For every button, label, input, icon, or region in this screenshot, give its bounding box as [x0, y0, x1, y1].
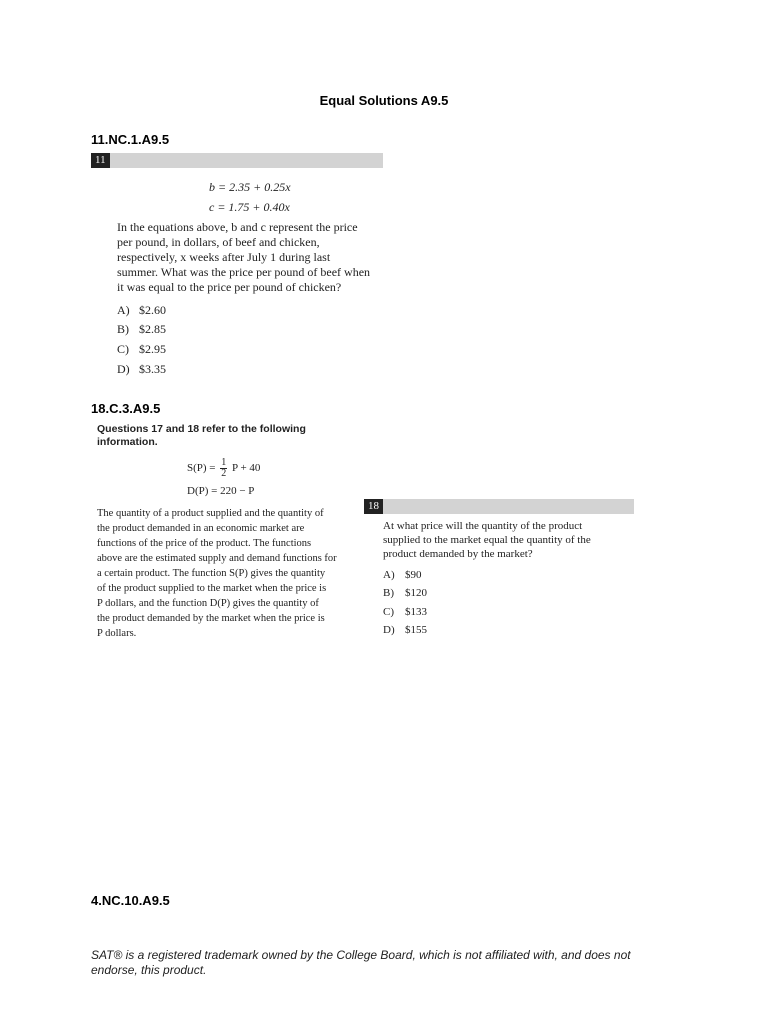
text-line: At what price will the quantity of the product — [383, 520, 583, 532]
text-line: the product demanded by the market when the price is — [97, 613, 325, 624]
section-label-2: 18.C.3.A9.5 — [91, 401, 161, 416]
question-text — [383, 519, 633, 561]
demand-function: D(P) = 220 − P — [187, 485, 255, 497]
choice-c: C) $133 — [383, 606, 427, 618]
choice-c: C) $2.95 — [117, 342, 166, 356]
text-line: a certain product. The function S(P) gives the quantity — [97, 568, 326, 579]
info-heading: Questions 17 and 18 refer to the following information. — [97, 423, 306, 448]
trademark-footer: SAT® is a registered trademark owned by the College Board, which is not affiliated with, and does not endorse, this product. — [91, 948, 631, 977]
supply-function: S(P) = $\frac{1}{2}$ P + 40 — [187, 457, 261, 479]
choice-b: B) $2.85 — [117, 322, 166, 336]
text-line: per pound, in dollars, of beef and chicken, — [117, 235, 320, 249]
page-title: Equal Solutions A9.5 — [319, 93, 449, 108]
choice-a: A) $90 — [383, 569, 422, 581]
text-line: P dollars, and the function D(P) gives the quantity of — [97, 598, 319, 609]
equation-b: b = 2.35 + 0.25x — [209, 180, 291, 194]
text-line: of the product supplied to the market when the price is — [97, 583, 327, 594]
text-line: supplied to the market equal the quantity of the — [383, 534, 591, 546]
text-line: The quantity of a product supplied and the quantity of — [97, 508, 324, 519]
question-text — [117, 220, 397, 295]
text-line: summer. What was the price per pound of beef when — [117, 265, 371, 279]
question-number: 18 — [364, 499, 383, 514]
info-text — [97, 506, 362, 641]
text-line: above are the estimated supply and demand functions for — [97, 553, 337, 564]
choice-a: A) $2.60 — [117, 303, 166, 317]
text-line: the product demanded in an economic market are — [97, 523, 305, 534]
section-label-3: 4.NC.10.A9.5 — [91, 893, 170, 908]
text-line: product demanded by the market? — [383, 548, 533, 560]
text-line: it was equal to the price per pound of chicken? — [117, 280, 342, 294]
question-number: 11 — [91, 153, 110, 168]
text-line: P dollars. — [97, 628, 137, 639]
text-line: functions of the price of the product. The functions — [97, 538, 312, 549]
choice-b: B) $120 — [383, 587, 427, 599]
choice-d: D) $3.35 — [117, 362, 166, 376]
equation-c: c = 1.75 + 0.40x — [209, 200, 290, 214]
question-header-bar — [91, 153, 383, 168]
text-line: respectively, x weeks after July 1 during last — [117, 250, 331, 264]
text-line: In the equations above, b and c represent the price — [117, 220, 358, 234]
choice-d: D) $155 — [383, 624, 427, 636]
question-header-bar — [364, 499, 634, 514]
section-label-1: 11.NC.1.A9.5 — [91, 132, 170, 147]
